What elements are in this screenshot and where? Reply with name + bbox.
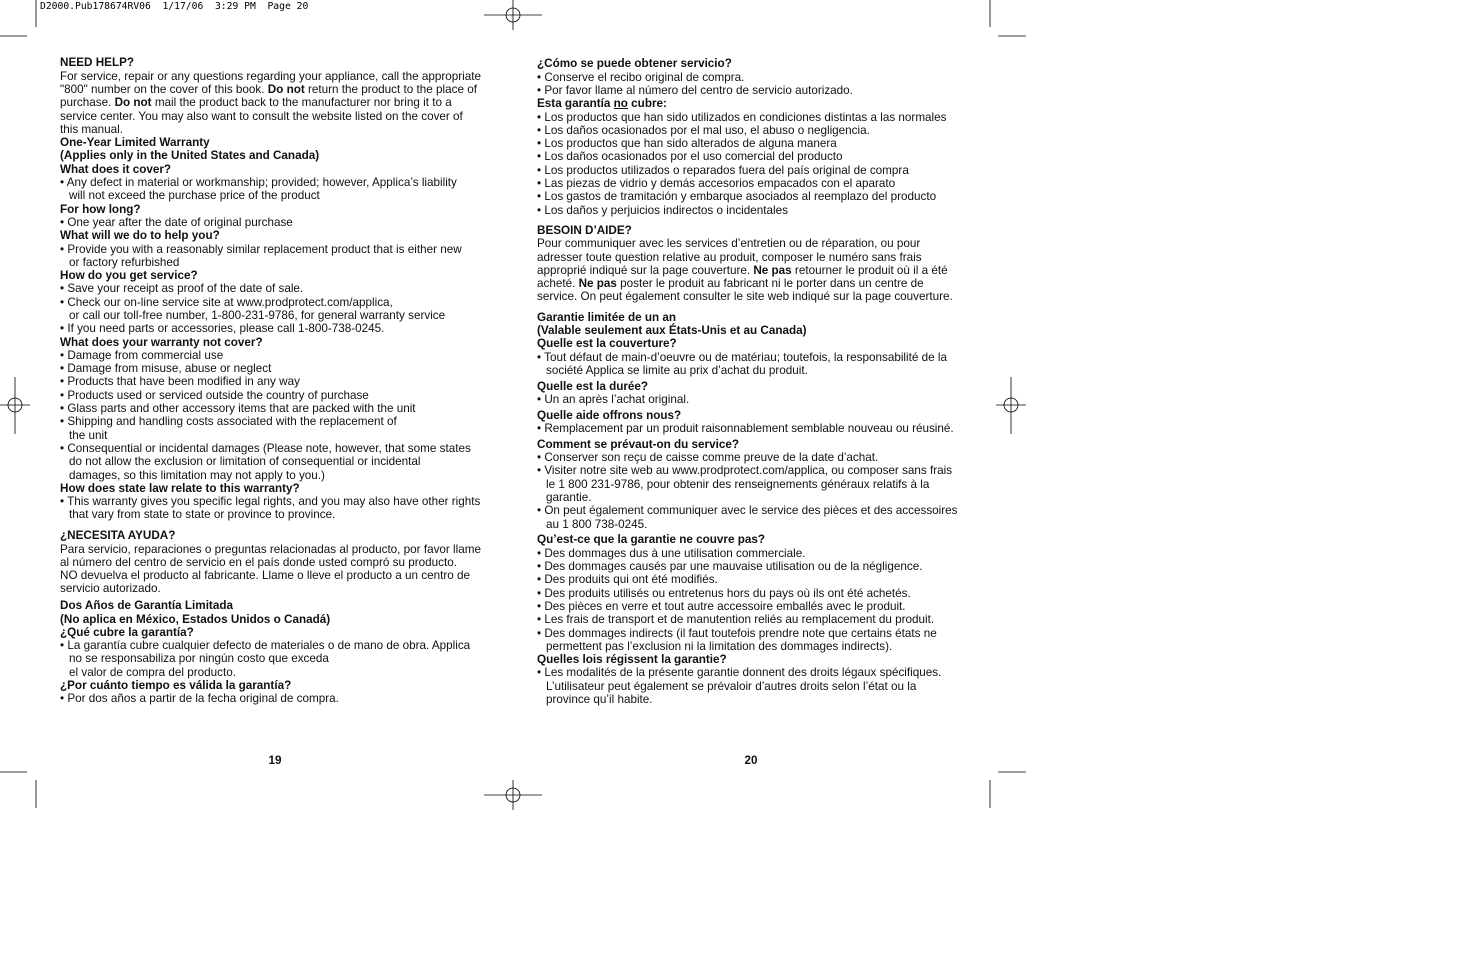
bullet-item: • Por favor llame al número del centro de servicio autorizado. xyxy=(537,83,853,97)
bullet-item: • Products that have been modified in any way xyxy=(60,375,300,389)
bullet-continuation: that vary from state to state or province to province. xyxy=(69,508,336,522)
french-help-offered-section xyxy=(537,409,977,436)
paragraph-line xyxy=(537,264,977,277)
paragraph-line: NO devuelva el producto al fabricante. Llame o lleve el producto a un centro de xyxy=(60,569,470,583)
bullet-item: • Los productos que han sido utilizados en condiciones distintas a las normales xyxy=(537,110,947,124)
paragraph-line: adresser toute question relative au produit, composer le numéro sans frais xyxy=(537,250,922,264)
bullet-continuation: au 1 800 738-0245. xyxy=(546,517,648,531)
bullet-item: • Des produits qui ont été modifiés. xyxy=(537,573,718,587)
page-20-text-column xyxy=(537,57,977,706)
section-heading: Quelle est la durée? xyxy=(537,379,649,393)
french-warranty-coverage-section xyxy=(537,311,977,377)
text-run: return the product to the place of xyxy=(304,82,477,96)
section-heading: NEED HELP? xyxy=(60,56,135,70)
bullet-item: • Conserver son reçu de caisse comme preuve de la date d’achat. xyxy=(537,451,879,465)
text-run: acheté. xyxy=(537,277,579,291)
registration-mark-right xyxy=(996,377,1026,434)
page-19-text-column xyxy=(60,56,500,705)
bullet-item: • Los gastos de tramitación y embarque asociados al reemplazo del producto xyxy=(537,190,937,204)
bullet-item: • Des pièces en verre et tout autre accessoire emballés avec le produit. xyxy=(537,599,906,613)
crop-mark-bottom-left xyxy=(0,772,36,808)
bullet-continuation: L’utilisateur peut également se prévaloir d’autres droits selon l’état ou la xyxy=(546,679,917,693)
bullet-item: • Les frais de transport et de manutention reliés au remplacement du produit. xyxy=(537,613,935,627)
bullet-item: • Damage from commercial use xyxy=(60,348,224,362)
section-heading: (Applies only in the United States and Canada) xyxy=(60,149,320,163)
french-help-section xyxy=(537,224,977,304)
paragraph-line: service. On peut également consulter le site web indiqué sur la page couverture. xyxy=(537,290,953,304)
crop-mark-bottom-right xyxy=(990,772,1026,808)
bullet-continuation: damages, so this limitation may not apply to you.) xyxy=(69,468,325,482)
bullet-item: • Tout défaut de main-d’oeuvre ou de matériau; toutefois, la responsabilité de la xyxy=(537,350,947,364)
registration-mark-bottom xyxy=(484,780,542,810)
bullet-item: • Los productos que han sido alterados de alguna manera xyxy=(537,137,837,151)
paragraph-line: Para servicio, reparaciones o preguntas relacionadas al producto, por favor llame xyxy=(60,542,481,556)
section-heading: What will we do to help you? xyxy=(60,229,220,243)
bullet-item: • Por dos años a partir de la fecha original de compra. xyxy=(60,692,339,706)
french-service-section xyxy=(537,438,977,531)
section-heading: How do you get service? xyxy=(60,269,198,283)
bullet-continuation: or factory refurbished xyxy=(69,255,180,269)
section-heading: ¿Qué cubre la garantía? xyxy=(60,625,194,639)
paragraph-line xyxy=(537,277,977,290)
paragraph-line: service center. You may also want to consult the website listed on the cover of xyxy=(60,109,463,123)
bullet-item: • Glass parts and other accessory items that are packed with the unit xyxy=(60,402,416,416)
paragraph-line: For service, repair or any questions regarding your appliance, call the appropriate xyxy=(60,69,481,83)
bullet-item: • Los daños ocasionados por el uso comercial del producto xyxy=(537,150,843,164)
registration-mark-left xyxy=(0,377,30,434)
bullet-item: • Des produits utilisés ou entretenus hors du pays où ils ont été achetés. xyxy=(537,586,911,600)
bullet-continuation: will not exceed the purchase price of the product xyxy=(69,189,320,203)
crop-mark-top-left xyxy=(0,0,36,36)
text-run: "800" number on the cover of this book. xyxy=(60,82,268,96)
section-heading: Quelle aide offrons nous? xyxy=(537,408,682,422)
section-heading: ¿Por cuánto tiempo es válida la garantía? xyxy=(60,679,292,692)
text-run: approprié indiqué sur la page couverture. xyxy=(537,263,754,277)
section-heading: Comment se prévaut-on du service? xyxy=(537,437,739,451)
bullet-item: • Consequential or incidental damages (Please note, however, that some states xyxy=(60,441,471,455)
section-heading: How does state law relate to this warranty? xyxy=(60,481,300,495)
section-heading: For how long? xyxy=(60,202,141,216)
section-heading: (Valable seulement aux États-Unis et au Canada) xyxy=(537,323,807,337)
section-heading: Quelles lois régissent la garantie? xyxy=(537,653,727,667)
english-warranty-section xyxy=(60,56,500,521)
text-run: purchase. xyxy=(60,96,115,110)
bullet-item: • Los daños ocasionados por el mal uso, el abuso o negligencia. xyxy=(537,123,870,137)
bullet-item: • Remplacement par un produit raisonnablement semblable nouveau ou réusiné. xyxy=(537,422,954,436)
spanish-help-section xyxy=(60,529,500,595)
print-slug-line: D2000.Pub178674RV06 1/17/06 3:29 PM Page 20 xyxy=(40,1,309,12)
bullet-continuation: garantie. xyxy=(546,491,592,505)
bullet-continuation: permettent pas l’exclusion ni la limitation des dommages indirects). xyxy=(546,639,893,653)
bullet-continuation: province qu’il habite. xyxy=(546,693,653,706)
paragraph-line: servicio autorizado. xyxy=(60,582,161,596)
bullet-continuation: el valor de compra del producto. xyxy=(69,665,236,679)
bullet-item: • Provide you with a reasonably similar replacement product that is either new xyxy=(60,242,462,256)
section-heading: (No aplica en México, Estados Unidos o Canadá) xyxy=(60,612,331,626)
bold-emphasis: Ne pas xyxy=(753,263,792,277)
bullet-item: • Visiter notre site web au www.prodprotect.com/applica, ou composer sans frais xyxy=(537,464,953,478)
bullet-item: • One year after the date of original purchase xyxy=(60,215,293,229)
paragraph-line xyxy=(60,83,500,96)
bullet-item: • Any defect in material or workmanship; provided; however, Applica’s liability xyxy=(60,176,457,190)
paragraph-line: al número del centro de servicio en el país donde usted compró su producto. xyxy=(60,555,457,569)
bullet-continuation: do not allow the exclusion or limitation of consequential or incidental xyxy=(69,455,421,469)
french-exclusions-section xyxy=(537,533,977,706)
bullet-item: • Los productos utilizados o reparados fuera del país original de compra xyxy=(537,163,909,177)
section-heading: BESOIN D’AIDE? xyxy=(537,223,632,237)
bullet-item: • Save your receipt as proof of the date of sale. xyxy=(60,282,304,296)
section-heading: Garantie limitée de un an xyxy=(537,310,676,324)
bullet-continuation: société Applica se limite au prix d’achat du produit. xyxy=(546,363,808,377)
bullet-item: • Las piezas de vidrio y demás accesorios empacados con el aparato xyxy=(537,177,896,191)
bullet-item: • Shipping and handling costs associated with the replacement of xyxy=(60,415,397,429)
bold-emphasis: Do not xyxy=(114,96,152,110)
bullet-item: • Products used or serviced outside the country of purchase xyxy=(60,388,369,402)
bullet-item: • Les modalités de la présente garantie donnent des droits légaux spécifiques. xyxy=(537,666,942,680)
spanish-service-section xyxy=(537,57,977,217)
bullet-item: • On peut également communiquer avec le service des pièces et des accessoires xyxy=(537,504,958,518)
text-run: mail the product back to the manufacturer nor bring it to a xyxy=(151,96,452,110)
bullet-continuation: no se responsabiliza por ningún costo que exceda xyxy=(69,652,329,666)
text-run: Esta garantía xyxy=(537,97,614,111)
text-run: cubre: xyxy=(627,97,667,111)
bullet-item: • If you need parts or accessories, please call 1-800-738-0245. xyxy=(60,322,385,336)
bullet-item: • Conserve el recibo original de compra. xyxy=(537,70,745,84)
section-heading: Dos Años de Garantía Limitada xyxy=(60,599,233,613)
underlined-emphasis: no xyxy=(613,97,628,111)
bullet-continuation: the unit xyxy=(69,428,108,442)
section-heading: Qu’est-ce que la garantie ne couvre pas? xyxy=(537,533,765,547)
paragraph-line: Pour communiquer avec les services d’entretien ou de réparation, ou pour xyxy=(537,237,921,251)
bullet-item: • Un an après l’achat original. xyxy=(537,392,690,406)
section-heading: ¿Cómo se puede obtener servicio? xyxy=(537,57,732,71)
section-heading: Quelle est la couverture? xyxy=(537,337,677,351)
page-number-20: 20 xyxy=(744,754,758,767)
bold-emphasis: Ne pas xyxy=(578,277,617,291)
paragraph-line xyxy=(60,96,500,109)
spanish-warranty-section xyxy=(60,599,500,705)
text-run: poster le produit au fabricant ni le porter dans un centre de xyxy=(616,277,924,291)
french-duration-section xyxy=(537,380,977,407)
bullet-item: • Los daños y perjuicios indirectos o incidentales xyxy=(537,203,788,217)
bullet-item: • La garantía cubre cualquier defecto de materiales o de mano de obra. Applica xyxy=(60,639,471,653)
bullet-item: • Damage from misuse, abuse or neglect xyxy=(60,362,272,376)
registration-mark-top xyxy=(484,0,542,30)
text-run: retourner le produit où il a été xyxy=(791,263,948,277)
paragraph-line: this manual. xyxy=(60,122,124,136)
bullet-item: • Des dommages dus à une utilisation commerciale. xyxy=(537,546,806,560)
section-heading: One-Year Limited Warranty xyxy=(60,136,210,150)
section-heading: What does your warranty not cover? xyxy=(60,335,263,349)
bullet-item: • Des dommages indirects (il faut toutefois prendre note que certains états ne xyxy=(537,626,937,640)
crop-mark-top-right xyxy=(990,0,1026,36)
bullet-continuation: le 1 800 231-9786, pour obtenir des renseignements généraux relatifs à la xyxy=(546,477,930,491)
section-heading xyxy=(537,97,977,110)
bullet-item: • Des dommages causés par une mauvaise utilisation ou de la négligence. xyxy=(537,560,923,574)
bullet-item: • This warranty gives you specific legal rights, and you may also have other rights xyxy=(60,495,481,509)
section-heading: What does it cover? xyxy=(60,162,172,176)
bullet-continuation: or call our toll-free number, 1-800-231-9786, for general warranty service xyxy=(69,308,446,322)
bold-emphasis: Do not xyxy=(267,82,305,96)
section-heading: ¿NECESITA AYUDA? xyxy=(60,529,176,543)
bullet-item: • Check our on-line service site at www.prodprotect.com/applica, xyxy=(60,295,393,309)
page-number-19: 19 xyxy=(268,754,282,767)
